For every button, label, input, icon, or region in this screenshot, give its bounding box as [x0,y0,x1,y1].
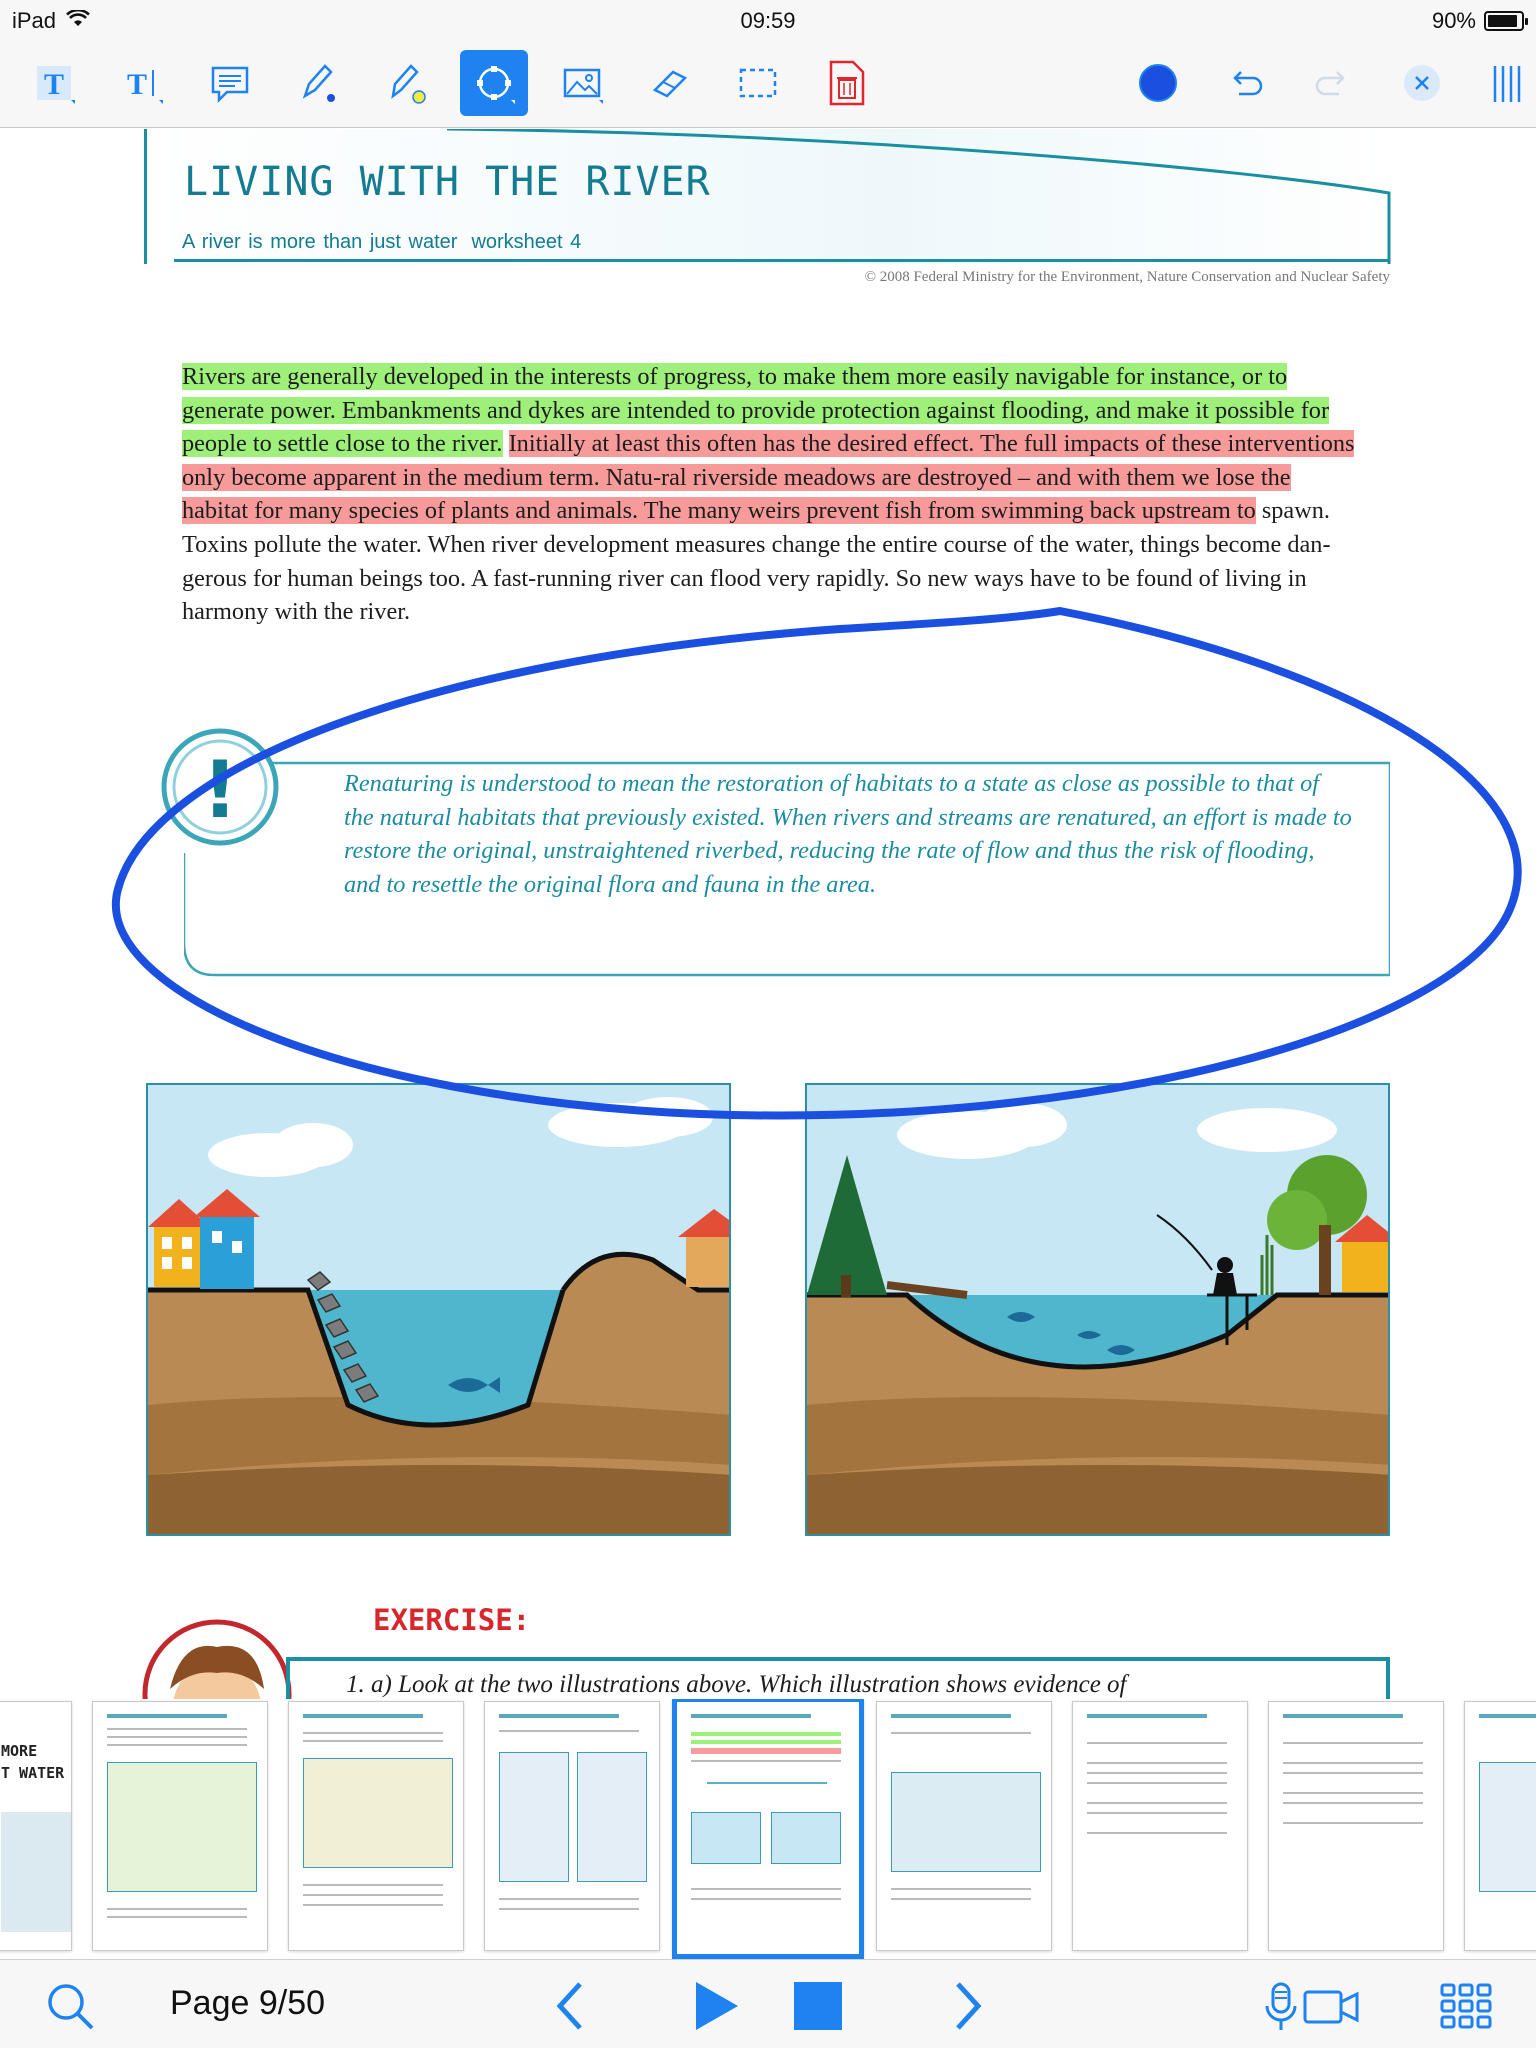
green-highlight[interactable]: Rivers are generally developed in the interests of progress, to make them more easily navigable for instance, or to generate power. Embankments and dykes are intended to provide protection against flooding, and make it possible for people to settle close to the river. [182,363,1330,458]
thumbnail-line [1087,1742,1227,1744]
text-cursor-button[interactable] [108,50,176,116]
redo-button[interactable] [1298,50,1366,116]
battery-percent: 90% [1431,8,1476,33]
text-tool-icon [31,60,77,106]
thumbnail-page-7[interactable] [288,1701,464,1951]
thumbnail-line [107,1916,247,1918]
battery-icon [1484,11,1524,31]
thumbnail-line [1283,1762,1423,1764]
delete-page-button[interactable] [812,50,880,116]
thumbnail-line [499,1730,639,1732]
thumbnail-line [891,1888,1031,1890]
thumbnail-highlight-red [691,1748,841,1754]
battery-fill [1488,15,1517,27]
thumbnail-page-6[interactable] [92,1701,268,1951]
status-right [1432,8,1524,34]
close-annotation-button[interactable] [1388,50,1456,116]
info-text: Renaturing is understood to mean the restoration of habitats to a state as close as possible to that of the natural habitats that previously existed. When rivers and streams are renatured, an effort is made to restore the original, unstraightened riverbed, reducing the rate of flow and thus the risk of flooding, and to resettle the original flora and fauna in the area. [344,770,1352,898]
thumbnail-line [1283,1792,1423,1794]
thumbnail-line [891,1732,1031,1734]
grid-icon [1439,1979,1493,2033]
stop-button[interactable] [790,1978,846,2034]
ink-ellipse-annotation[interactable] [0,129,1536,1699]
thumbnail-line [1283,1772,1423,1774]
thumbnail-line [1283,1802,1423,1804]
status-time: 09:59 [740,8,796,33]
plain-text: spawn. Toxins pollute the water. When river development measures change the entire course of the water, things become dan-gerous for human beings too. A fast-running river can flood very rapidly. So new ways have to be found of living in harmony with the river. [182,497,1331,626]
svg-text:T: T [43,68,65,101]
sidebar-icon [1481,60,1527,106]
video-icon [1301,1978,1361,2034]
text-cursor-icon [119,60,165,106]
thumbnail-line [1087,1802,1227,1804]
thumbnail-title [891,1714,1011,1718]
worksheet-label: worksheet 4 [471,231,582,253]
thumbnail-line [1087,1762,1227,1764]
bottom-navigation-bar [0,1959,1536,2048]
thumbnail-page-5[interactable] [0,1701,72,1951]
svg-text:T: T [126,68,148,101]
thumbnail-image [303,1758,453,1868]
delete-page-icon [823,60,869,106]
thumbnail-line [1283,1742,1423,1744]
thumbnail-line [691,1888,841,1890]
thumbnail-partial-line-2: T WATER [1,1764,65,1782]
thumbnail-line [303,1740,443,1742]
highlighter-button[interactable] [372,50,440,116]
thumbnail-line [1087,1782,1227,1784]
highlighter-icon [383,60,429,106]
subtitle-text: A river is more than just water [182,231,458,253]
thumbnail-title [691,1714,811,1718]
thumbnail-image [577,1752,647,1882]
thumbnail-line [303,1884,443,1886]
selection-button[interactable] [724,50,792,116]
page-title: LIVING WITH THE RIVER [184,159,711,205]
thumbnail-title [107,1714,227,1718]
thumbnail-highlight-green [691,1732,841,1736]
thumbnail-line [707,1782,827,1784]
eraser-button[interactable] [636,50,704,116]
next-page-icon [948,1978,988,2034]
pen-icon [295,60,341,106]
play-button[interactable] [682,1974,746,2038]
exclamation-mark: ! [202,746,238,836]
close-icon [1399,60,1445,106]
shape-tool-button[interactable] [460,50,528,116]
thumbnail-line [107,1728,247,1730]
thumbnail-image [771,1812,841,1864]
undo-icon [1223,60,1269,106]
thumbnail-title [303,1714,423,1718]
thumbnail-page-11[interactable] [1072,1701,1248,1951]
stop-icon [792,1980,844,2032]
thumbnail-partial-text [1,1740,64,1784]
thumbnail-partial-line-1: MORE [1,1742,38,1760]
selection-rect-icon [735,60,781,106]
grid-view-button[interactable] [1436,1976,1496,2036]
redo-icon [1309,60,1355,106]
thumbnail-line [691,1760,841,1762]
thumbnail-page-8[interactable] [484,1701,660,1951]
copyright-notice: © 2008 Federal Ministry for the Environment, Nature Conservation and Nuclear Safety [864,269,1390,285]
undo-button[interactable] [1212,50,1280,116]
image-icon [559,60,605,106]
exercise-heading: EXERCISE: [373,1603,531,1637]
thumbnail-line [1087,1772,1227,1774]
prev-page-icon [550,1978,590,2034]
thumbnail-page-9-selected[interactable] [672,1699,864,1959]
eraser-icon [647,60,693,106]
thumbnail-line [1283,1822,1423,1824]
search-icon [42,1978,98,2034]
thumbnail-image [1,1812,71,1932]
thumbnail-title [1283,1714,1403,1718]
thumbnail-title [1087,1714,1207,1718]
thumbnail-line [891,1898,1031,1900]
thumbnail-line [499,1898,639,1900]
next-page-button[interactable] [938,1974,998,2038]
search-button[interactable] [40,1976,100,2036]
shape-lasso-icon [471,60,517,106]
thumbnail-line [1087,1812,1227,1814]
prev-page-button[interactable] [540,1974,600,2038]
thumbnail-page-13[interactable] [1464,1701,1536,1951]
thumbnail-image [691,1812,761,1864]
image-button[interactable] [548,50,616,116]
color-picker-button[interactable] [1124,50,1192,116]
thumbnail-title [1479,1714,1536,1718]
page-thumbnail-strip[interactable] [0,1699,1536,1959]
status-bar [0,0,1536,40]
comment-button[interactable] [196,50,264,116]
text-tool-button[interactable] [20,50,88,116]
thumbnail-line [1087,1832,1227,1834]
thumbnail-title [499,1714,619,1718]
thumbnail-line [107,1744,247,1746]
device-name: iPad [12,8,57,33]
thumbnail-image [107,1762,257,1892]
pen-button[interactable] [284,50,352,116]
thumbnail-line [499,1908,639,1910]
thumbnail-line [303,1904,443,1906]
annotation-toolbar [0,40,1536,128]
page-indicator: Page 9/50 [170,1984,326,2022]
exercise-question: 1. a) Look at the two illustrations above. Which illustration shows evidence of [346,1671,1127,1698]
comment-icon [207,60,253,106]
thumbnail-page-10[interactable] [876,1701,1052,1951]
thumbnail-highlight-green [691,1740,841,1744]
thumbnail-image [1479,1762,1536,1892]
play-icon [686,1978,742,2034]
red-highlight[interactable]: Initially at least this often has the desired effect. The full impacts of these interventions only become apparent in the medium term. Natu-ral riverside meadows are destroyed – and with them we lose the habitat for many species of plants and animals. The many weirs prevent fish from swimming back upstream to [182,430,1355,525]
sidebar-toggle-button[interactable] [1470,50,1536,116]
thumbnail-line [107,1736,247,1738]
document-page[interactable] [0,129,1536,1699]
mic-icon [1261,1978,1301,2034]
thumbnail-line [303,1732,443,1734]
thumbnail-page-12[interactable] [1268,1701,1444,1951]
color-circle-icon [1135,60,1181,106]
thumbnail-image [891,1772,1041,1872]
thumbnail-line [303,1894,443,1896]
thumbnail-line [107,1908,247,1910]
record-button[interactable] [1258,1974,1364,2038]
thumbnail-line [691,1898,841,1900]
thumbnail-image [499,1752,569,1882]
